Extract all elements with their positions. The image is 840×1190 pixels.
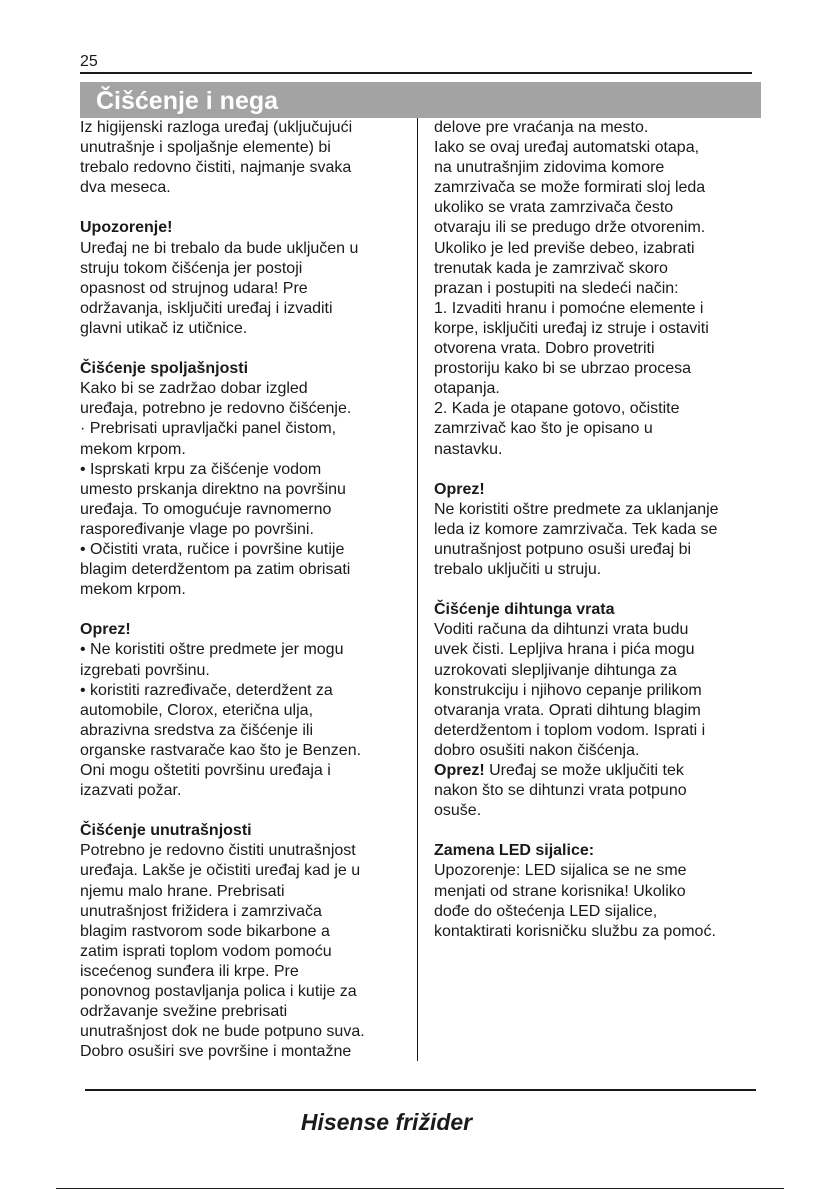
heading-text: Oprez!	[434, 480, 485, 498]
text-line: zatim isprati toplom vodom pomoću	[80, 942, 332, 960]
text-line: ukoliko se vrata zamrzivača često	[434, 199, 674, 217]
text-line: mekom krpom.	[80, 581, 186, 599]
text-line: glavni utikač iz utičnice.	[80, 319, 248, 337]
text-line: trebalo uključiti u struju.	[434, 561, 602, 579]
text-line: • Isprskati krpu za čišćenje vodom	[80, 460, 322, 478]
text-line: zamrzivača se može formirati sloj leda	[434, 179, 706, 197]
text-line: otvaranja vrata. Oprati dihtung blagim	[434, 701, 701, 719]
text-line: 2. Kada je otapane gotovo, očistite	[434, 400, 680, 418]
section-heading	[434, 841, 764, 861]
text-line: leda iz komore zamrzivača. Tek kada se	[434, 520, 718, 538]
paragraph-gap	[434, 821, 764, 841]
text-line: otvaraju ili se predugo drže otvorenim.	[434, 219, 706, 237]
text-line: iscećenog sunđera ili krpe. Pre	[80, 962, 299, 980]
text-line: blagim rastvorom sode bikarbone a	[80, 922, 330, 940]
text-line: otapanja.	[434, 380, 500, 398]
text-line: uvek čisti. Lepljiva hrana i pića mogu	[434, 641, 695, 659]
text-line: trebalo redovno čistiti, najmanje svaka	[80, 159, 352, 177]
heading-text: Zamena LED sijalice:	[434, 842, 595, 860]
text-line: organske rastvarače kao što je Benzen.	[80, 741, 362, 759]
text-line: uređaja. Lakše je očistiti uređaj kad je u	[80, 862, 361, 880]
page-bottom-rule	[56, 1188, 784, 1189]
section-heading	[80, 821, 410, 841]
text-line: uređaja. To omogućuje ravnomerno	[80, 500, 332, 518]
text-line: osuše.	[434, 802, 482, 820]
text-line: prazan i postupiti na sledeći način:	[434, 279, 679, 297]
text-line: Voditi računa da dihtunzi vrata budu	[434, 621, 689, 639]
inline-text: Uređaj se može uključiti tek	[484, 762, 684, 779]
section-heading	[434, 761, 764, 781]
text-line: Upozorenje: LED sijalica se ne sme	[434, 862, 687, 880]
text-line: održavanje svežine prebrisati	[80, 1003, 288, 1021]
text-line: unutrašnjost potpuno osuši uređaj bi	[434, 540, 692, 558]
heading-text: Čišćenje spoljašnjosti	[80, 360, 249, 378]
text-line: korpe, isključiti uređaj iz struje i ostaviti	[434, 319, 709, 337]
text-line: Iz higijenski razloga uređaj (uključujući	[80, 119, 353, 136]
column-divider	[417, 118, 418, 1061]
heading-text: Čišćenje unutrašnjosti	[80, 822, 252, 840]
paragraph-gap	[434, 460, 764, 480]
paragraph-gap	[80, 198, 410, 218]
bottom-rule	[85, 1089, 756, 1091]
text-line: nakon što se dihtunzi vrata potpuno	[434, 782, 687, 800]
text-line: automobile, Clorox, eterična ulja,	[80, 701, 314, 719]
text-line: • Ne koristiti oštre predmete jer mogu	[80, 641, 344, 659]
text-line: dobro osušiti nakon čišćenja.	[434, 741, 640, 759]
text-line: unutrašnjost frižidera i zamrzivača	[80, 902, 322, 920]
text-line: Ne koristiti oštre predmete za uklanjanje	[434, 500, 719, 518]
text-line: Kako bi se zadržao dobar izgled	[80, 380, 308, 398]
text-line: prostoriju kako bi se ubrzao procesa	[434, 360, 692, 378]
text-line: zamrzivač kao što je opisano u	[434, 420, 653, 438]
section-heading	[80, 620, 410, 640]
right-column	[434, 118, 764, 942]
text-line: izazvati požar.	[80, 782, 182, 800]
text-line: izgrebati površinu.	[80, 661, 210, 679]
text-line: mekom krpom.	[80, 440, 186, 458]
section-heading	[434, 600, 764, 620]
text-line: abrazivna sredstva za čišćenje ili	[80, 721, 313, 739]
text-line: Iako se ovaj uređaj automatski otapa,	[434, 139, 700, 157]
text-line: dva meseca.	[80, 179, 171, 197]
text-line: · Prebrisati upravljački panel čistom,	[80, 420, 337, 438]
text-line: uređaja, potrebno je redovno čišćenje.	[80, 400, 352, 418]
left-column	[80, 118, 410, 1062]
section-heading	[80, 359, 410, 379]
text-line: ponovnog postavljanja polica i kutije za	[80, 983, 357, 1001]
text-line: Ukoliko je led previše debeo, izabrati	[434, 239, 695, 257]
section-heading	[80, 218, 410, 238]
text-line: otvorena vrata. Dobro provetriti	[434, 340, 655, 358]
paragraph-gap	[434, 580, 764, 600]
text-line: 1. Izvaditi hranu i pomoćne elemente i	[434, 299, 704, 317]
text-line: blagim deterdžentom pa zatim obrisati	[80, 561, 351, 579]
text-line: nastavku.	[434, 440, 503, 458]
text-line: Potrebno je redovno čistiti unutrašnjost	[80, 842, 356, 860]
text-line: održavanja, isključiti uređaj i izvaditi	[80, 299, 333, 317]
text-line: dođe do oštećenja LED sijalice,	[434, 902, 658, 920]
inline-heading: Oprez!	[434, 762, 485, 779]
top-rule	[80, 72, 752, 74]
heading-text: Čišćenje dihtunga vrata	[434, 601, 615, 619]
text-line: menjati od strane korisnika! Ukoliko	[434, 882, 686, 900]
text-line: konstrukciju i njihovo cepanje prilikom	[434, 681, 702, 699]
text-line: unutrašnje i spoljašnje elemente) bi	[80, 139, 331, 157]
text-line: na unutrašnjim zidovima komore	[434, 159, 665, 177]
heading-text: Upozorenje!	[80, 219, 173, 237]
paragraph-gap	[80, 339, 410, 359]
heading-text: Oprez!	[80, 621, 131, 639]
text-line: uzrokovati slepljivanje dihtunga za	[434, 661, 677, 679]
text-line: unutrašnjost dok ne bude potpuno suva.	[80, 1023, 365, 1041]
text-line: delove pre vraćanja na mesto.	[434, 119, 649, 136]
section-title-bar	[80, 82, 761, 118]
text-line: raspoređivanje vlage po površini.	[80, 520, 314, 538]
text-line: • Očistiti vrata, ručice i površine kutije	[80, 540, 345, 558]
text-line: opasnost od strujnog udara! Pre	[80, 279, 308, 297]
text-line: • koristiti razređivače, deterdžent za	[80, 681, 333, 699]
paragraph-gap	[80, 600, 410, 620]
footer-brand: Hisense frižider	[300, 1109, 473, 1135]
text-line: kontaktirati korisničku službu za pomoć.	[434, 922, 716, 940]
page-number: 25	[80, 53, 98, 70]
text-line: umesto prskanja direktno na površinu	[80, 480, 346, 498]
paragraph-gap	[80, 801, 410, 821]
section-title: Čišćenje i nega	[96, 87, 279, 115]
section-heading	[434, 480, 764, 500]
text-line: struju tokom čišćenja jer postoji	[80, 259, 303, 277]
text-line: Dobro osuširi sve površine i montažne	[80, 1043, 352, 1061]
text-line: njemu malo hrane. Prebrisati	[80, 882, 285, 900]
text-line: Uređaj ne bi trebalo da bude uključen u	[80, 239, 359, 257]
text-line: deterdžentom i toplom vodom. Isprati i	[434, 721, 706, 739]
text-line: trenutak kada je zamrzivač skoro	[434, 259, 668, 277]
text-line: Oni mogu oštetiti površinu uređaja i	[80, 762, 331, 779]
